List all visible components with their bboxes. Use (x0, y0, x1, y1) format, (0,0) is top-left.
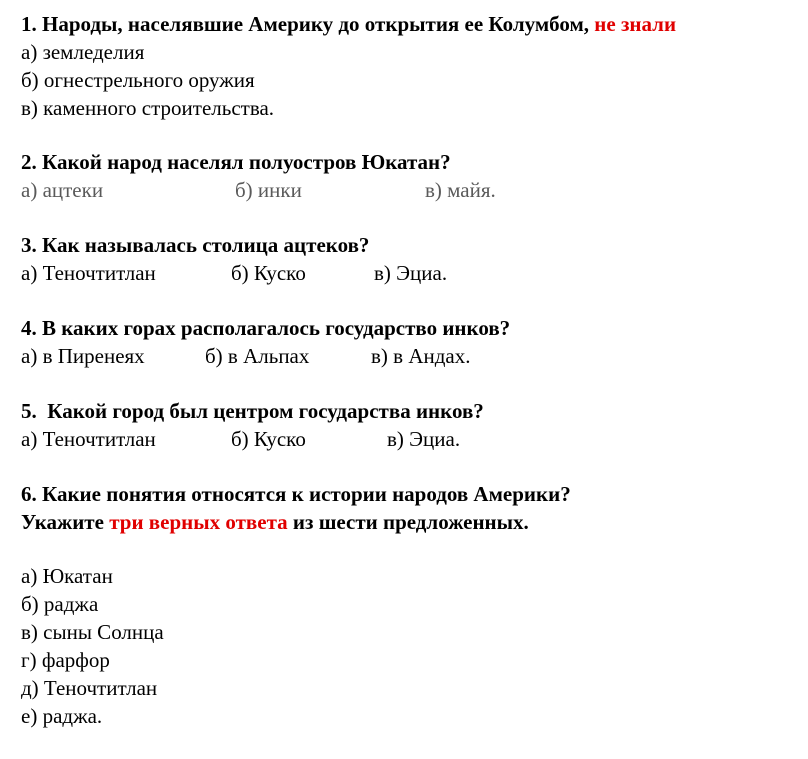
question-4-option-a: а) в Пиренеях (21, 344, 145, 368)
question-1-option-c: в) каменного строительства. (21, 96, 275, 120)
question-6-option-a: а) Юкатан (21, 564, 113, 588)
question-4-option-b: б) в Альпах (205, 344, 310, 368)
question-2-option-b: б) инки (235, 178, 302, 202)
spacer (21, 536, 801, 562)
question-4-options (21, 342, 801, 370)
spacer (21, 122, 801, 148)
question-4-title: 4. В каких горах располагалось государство инков? (21, 316, 511, 340)
question-1 (21, 10, 801, 122)
question-5-option-b: б) Куско (231, 427, 306, 451)
question-2-options (21, 176, 801, 204)
question-1-title (21, 10, 801, 38)
question-2 (21, 148, 801, 204)
question-1-highlight: не знали (594, 12, 677, 36)
question-2-option-a: а) ацтеки (21, 178, 104, 202)
question-3-option-a: а) Теночтитлан (21, 261, 156, 285)
question-3-option-c: в) Эциа. (374, 261, 448, 285)
question-1-option-b: б) огнестрельного оружия (21, 68, 255, 92)
question-6-subtitle (21, 508, 801, 536)
question-3-options (21, 259, 801, 287)
question-3-option-b: б) Куско (231, 261, 306, 285)
question-6-subtitle-post: из шести предложенных. (287, 510, 529, 534)
question-4-option-c: в) в Андах. (371, 344, 471, 368)
question-6-option-d: г) фарфор (21, 648, 110, 672)
question-6 (21, 480, 801, 730)
question-1-option-a: а) земледелия (21, 40, 145, 64)
question-3 (21, 231, 801, 287)
question-6-option-e: д) Теночтитлан (21, 676, 158, 700)
question-5-option-c: в) Эциа. (387, 427, 461, 451)
quiz-document (21, 10, 801, 730)
question-5-options (21, 425, 801, 453)
question-6-option-f: е) раджа. (21, 704, 103, 728)
question-5-option-a: а) Теночтитлан (21, 427, 156, 451)
question-6-subtitle-pre: Укажите (21, 510, 110, 534)
spacer (21, 204, 801, 231)
question-6-option-b: б) раджа (21, 592, 99, 616)
question-4 (21, 314, 801, 370)
question-2-option-c: в) майя. (425, 178, 496, 202)
question-6-option-c: в) сыны Солнца (21, 620, 164, 644)
question-6-highlight: три верных ответа (109, 510, 288, 534)
question-6-title: 6. Какие понятия относятся к истории народов Америки? (21, 482, 571, 506)
question-1-title-text: 1. Народы, населявшие Америку до открытия ее Колумбом, (21, 12, 595, 36)
question-5-title: 5. Какой город был центром государства инков? (21, 399, 484, 423)
spacer (21, 287, 801, 314)
spacer (21, 453, 801, 480)
question-2-title: 2. Какой народ населял полуостров Юкатан? (21, 150, 451, 174)
question-5 (21, 397, 801, 453)
question-3-title: 3. Как называлась столица ацтеков? (21, 233, 370, 257)
spacer (21, 370, 801, 397)
